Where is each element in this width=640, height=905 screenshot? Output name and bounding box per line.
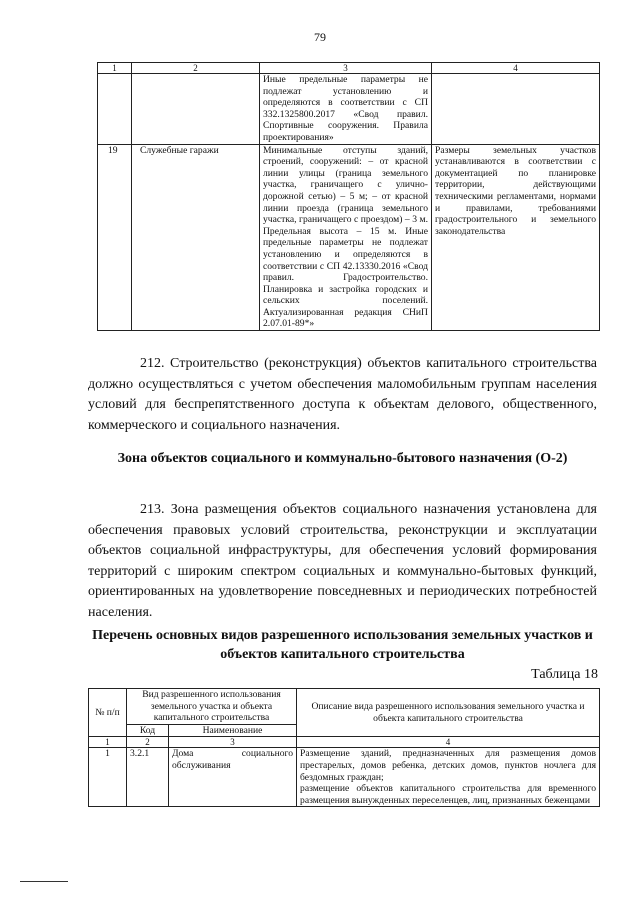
- header-name: Наименование: [169, 724, 297, 737]
- row-name: Дома социального обслуживания: [169, 748, 297, 807]
- page-number: 79: [314, 30, 326, 44]
- row-description-part-2: размещение объектов капитального строительства для временного размещения вынужденных переселенцев, лиц, признанных беженцами: [300, 783, 597, 806]
- table-row: [98, 144, 600, 331]
- footnote-separator: [20, 881, 68, 882]
- row-description: [297, 748, 600, 807]
- regulations-table-continued: [97, 62, 600, 331]
- permitted-uses-table: [88, 688, 600, 807]
- column-number-1: 1: [98, 63, 132, 74]
- table-row: [98, 74, 600, 145]
- row-code: 3.2.1: [127, 748, 169, 807]
- column-number-3: 3: [260, 63, 432, 74]
- row-name: Служебные гаражи: [132, 144, 260, 331]
- column-number-4: 4: [432, 63, 600, 74]
- column-number-2: 2: [132, 63, 260, 74]
- column-number-4: 4: [297, 737, 600, 748]
- table-caption: Таблица 18: [531, 667, 598, 682]
- row-number: 19: [98, 144, 132, 331]
- column-number-2: 2: [127, 737, 169, 748]
- header-description: Описание вида разрешенного использования земельного участка и объекта капитального строительства: [297, 689, 600, 737]
- table-numbering-row: [89, 737, 600, 748]
- permitted-uses-heading: Перечень основных видов разрешенного использования земельных участков и объектов капитального строительства: [92, 628, 593, 662]
- row-name: [132, 74, 260, 145]
- column-number-1: 1: [89, 737, 127, 748]
- row-parameters: Иные предельные параметры не подлежат установлению и определяются в соответствии с СП 332.1325800.2017 «Свод правил. Спортивные сооружения. Правила проектирования»: [260, 74, 432, 145]
- row-number: 1: [89, 748, 127, 807]
- paragraph-213: 213. Зона размещения объектов социального назначения установлена для обеспечения правовых условий строительства, реконструкции и эксплуатации объектов социальной инфраструктуры, для обеспечения условий формирования территорий с широким спектром социальных и коммунально-бытовых функций, ориентированных на удовлетворение повседневных и периодических потребностей населения.: [88, 502, 597, 620]
- column-number-3: 3: [169, 737, 297, 748]
- table-header-row: [89, 689, 600, 725]
- header-number: № п/п: [89, 689, 127, 737]
- row-restrictions: [432, 74, 600, 145]
- paragraph-212: 212. Строительство (реконструкция) объектов капитального строительства должно осуществляться с учетом обеспечения маломобильным группам населения условий для беспрепятственного доступа к объектам делового, общественного, коммерческого и социального назначения.: [88, 356, 597, 433]
- row-number: [98, 74, 132, 145]
- zone-heading: Зона объектов социального и коммунально-бытового назначения (О-2): [117, 451, 568, 466]
- table-header-row: [98, 63, 600, 74]
- row-restrictions: Размеры земельных участков устанавливаются в соответствии с документацией по планировке территории, действующими техническими регламентами, нормами и правилами, требованиями градостроительного и земельного законодательства: [432, 144, 600, 331]
- table-row: [89, 748, 600, 807]
- header-kind: Вид разрешенного использования земельного участка и объекта капитального строительства: [127, 689, 297, 725]
- row-parameters: Минимальные отступы зданий, строений, сооружений: – от красной линии улицы (граница земельного участка, граничащего с улично-дорожной сетью) – 5 м; – от красной линии проезда (граница земельного участка, граничащего с проездом) – 3 м. Предельная высота – 15 м. Иные предельные параметры не подлежат установлению и определяются в соответствии с СП 42.13330.2016 «Свод правил. Градостроительство. Планировка и застройка городских и сельских поселений. Актуализированная редакция СНиП 2.07.01-89*»: [260, 144, 432, 331]
- row-description-part-1: Размещение зданий, предназначенных для размещения домов престарелых, домов ребенка, детских домов, пунктов ночлега для бездомных граждан;: [300, 748, 597, 783]
- header-code: Код: [127, 724, 169, 737]
